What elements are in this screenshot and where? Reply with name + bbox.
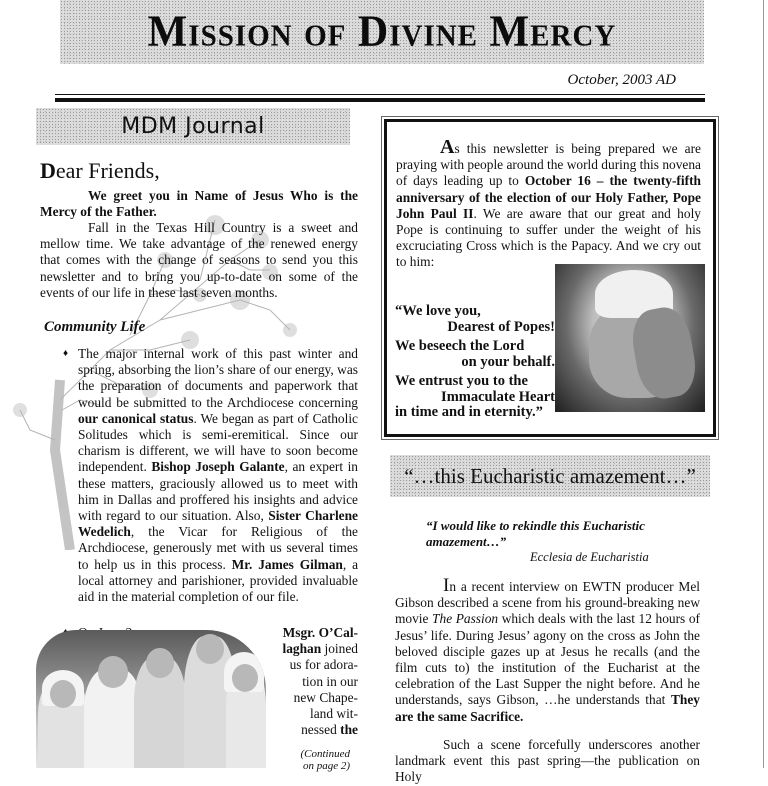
para-text: which deals with the last 12 hours of Jesus’ life. During Jesus’ agony on the cross as John the beloved disciple gazes up at Jesus he recalls (and the film cuts to) the institution of the Eucharist at the celebration of the Last Supper the night before. And he understands, says Gibson, …he understands that (395, 611, 700, 708)
quote-line: in time and in eternity.” (395, 404, 543, 420)
header-rule-thick (55, 98, 705, 102)
wrap-line: new Chape- (293, 689, 358, 705)
box-text: s this newsletter is being prepared we are praying with people around the world during this novena of days leading up to (396, 141, 701, 189)
bullet-wrap-text (262, 625, 358, 738)
box-paragraph (396, 136, 701, 271)
bullet-text: The major internal work of this past winter and spring, absorbing the lion’s share of our energy, was the preparation of documents and paperwork that would be submitted to the Archdiocese concerning (78, 346, 358, 410)
face-shape (98, 656, 128, 688)
salutation-rest: ear Friends, (55, 158, 160, 183)
prayer-quote (395, 300, 555, 421)
epigraph-source: Ecclesia de Eucharistia (530, 550, 649, 564)
wrap-line: laghan joined (282, 641, 358, 657)
bullet-diamond-icon: ♦ (63, 348, 69, 359)
bullet-text: , the Vicar for Religious of the Archdiocese, generously met with us several times to help us in this process. (78, 524, 358, 572)
face-shape (146, 648, 174, 678)
quote-line: We entrust you to the (395, 373, 528, 389)
section-banner-eucharist (390, 455, 710, 497)
section-title: “…this Eucharistic amazement…” (404, 463, 696, 488)
bullet-text: , an expert in these matters, graciously allowed us to meet with him in Dallas and proffered his insights and advice with regard to our situation. Also, (78, 459, 359, 524)
wrap-line: nessed the (301, 722, 358, 738)
wrap-line: tion in our (302, 673, 358, 689)
box-text: . We are aware that our great and holy Pope is continuing to suffer under the weight of his excruciating Cross which is the Papacy. And we cry out to him: (396, 205, 701, 270)
section-title: MDM Journal (121, 114, 265, 139)
bullet-bold-text: Bishop Joseph Galante (151, 459, 285, 475)
quote-line: Immaculate Heart (441, 388, 555, 405)
masthead-title: Mission of Divine Mercy (147, 7, 617, 57)
community-group-photo (36, 630, 266, 768)
face-shape (232, 664, 258, 692)
quote-line: We beseech the Lord (395, 338, 525, 354)
face-shape (196, 634, 224, 664)
wrap-line: land wit- (310, 706, 358, 722)
para-bold-text: They are the same Sacrifice. (395, 692, 700, 724)
continued-note[interactable]: (Continued on page 2) (300, 748, 350, 772)
issue-date: October, 2003 AD (567, 72, 676, 88)
epigraph: “I would like to rekindle this Eucharistic amazement…” (426, 518, 645, 549)
intro-paragraph: Fall in the Texas Hill Country is a sweet and mellow time. We take advantage of the renewed energy that comes with the change of seasons to send you this newsletter and to bring you up-to-date on some of the events of our life in these last seven months. (40, 220, 358, 300)
quote-line: “We love you, (395, 303, 481, 319)
pope-photo (555, 264, 705, 412)
greeting: We greet you in Name of Jesus Who is the Mercy of the Father. (40, 188, 358, 220)
masthead-banner (60, 0, 704, 64)
bullet-text: . We began as part of Catholic Solitudes which is semi-eremitical. Since our charism is different, we will have to soon become independent. (78, 410, 358, 475)
movie-title: The Passion (432, 611, 499, 627)
bullet-item-canonical-status (78, 346, 358, 605)
page-edge-line (763, 0, 764, 768)
bullet-bold-text: our canonical status (78, 410, 194, 426)
header-rule-thin (55, 94, 705, 95)
salutation-initial: D (40, 158, 56, 183)
section-banner-mdm-journal (36, 108, 350, 145)
salutation (40, 158, 160, 184)
wrap-line: Msgr. O’Cal- (282, 625, 358, 640)
face-shape (50, 680, 76, 708)
bullet-bold-text: Sister Charlene Wedelich (78, 508, 358, 540)
eucharist-paragraph-2: Such a scene forcefully underscores another landmark event this past spring—the publication on Holy (395, 737, 700, 785)
eucharist-paragraph-1 (395, 575, 700, 725)
quote-line: on your behalf. (461, 353, 555, 370)
bullet-text: , a local attorney and parishioner, provided invaluable aid in the material completion of our file. (78, 556, 359, 605)
drop-cap: I (443, 575, 450, 596)
quote-line: Dearest of Popes! (447, 318, 555, 335)
box-bold-text: October 16 – the twenty-fifth anniversary of the election of our Holy Father, Pope John Paul II (396, 173, 701, 221)
drop-cap: A (440, 136, 455, 158)
para-text: n a recent interview on EWTN producer Mel Gibson described a scene from his ground-breaking new movie (395, 579, 700, 627)
wrap-line: us for adora- (289, 657, 358, 673)
subsection-title: Community Life (44, 319, 146, 335)
bullet-bold-text: Mr. James Gilman (231, 556, 343, 572)
